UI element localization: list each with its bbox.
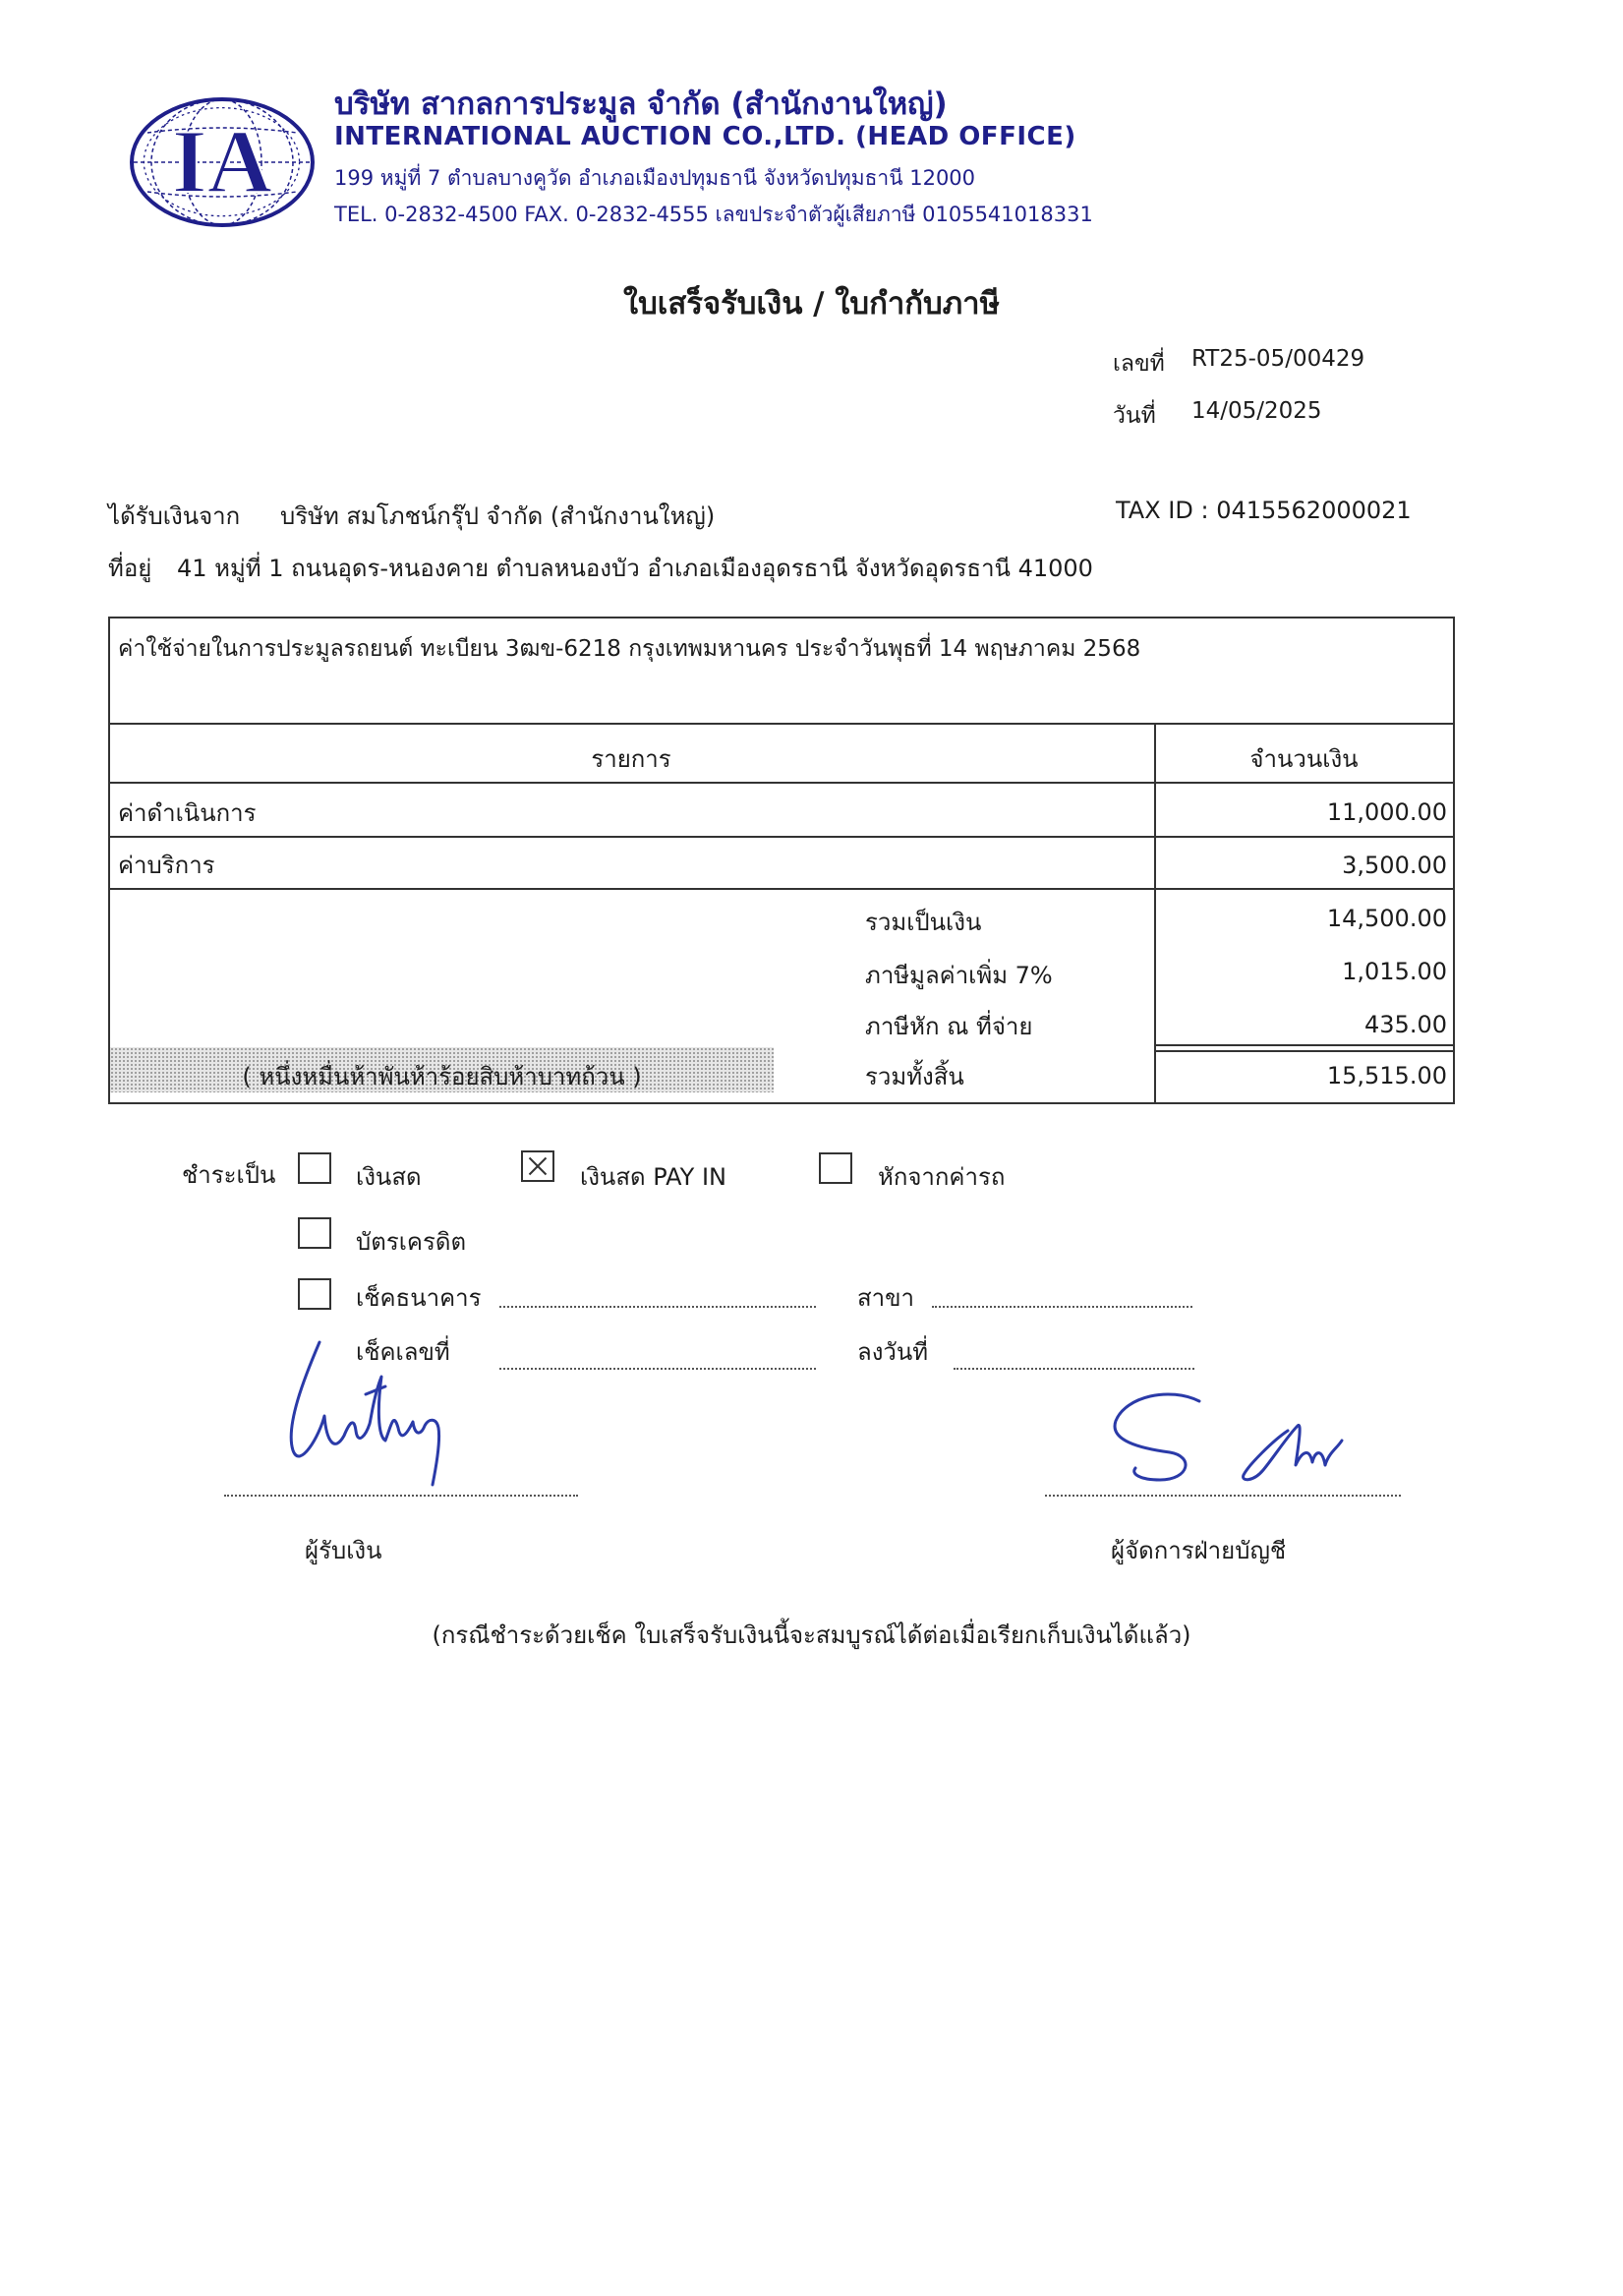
- company-contact: TEL. 0-2832-4500 FAX. 0-2832-4555 เลขประจำตัวผู้เสียภาษี 0105541018331: [334, 203, 1093, 226]
- withholding-tax-amount: 435.00: [1364, 1011, 1447, 1038]
- customer-address-label: ที่อยู่: [108, 555, 152, 582]
- cheque-number-label: เช็คเลขที่: [356, 1338, 450, 1366]
- receipt-number-label: เลขที่: [1113, 351, 1165, 377]
- receiver-signature: [275, 1337, 472, 1495]
- amount-in-words: ( หนึ่งหมื่นห้าพันห้าร้อยสิบห้าบาทถ้วน ): [242, 1063, 642, 1090]
- deduct-from-car-label: หักจากค่ารถ: [878, 1163, 1006, 1191]
- expense-description: ค่าใช้จ่ายในการประมูลรถยนต์ ทะเบียน 3ฒข-6218 กรุงเทพมหานคร ประจำวันพุธที่ 14 พฤษภาคม 2568: [118, 636, 1141, 662]
- table-row-amount: 11,000.00: [1326, 798, 1447, 826]
- table-row-amount: 3,500.00: [1342, 852, 1447, 879]
- column-header-item: รายการ: [591, 745, 671, 773]
- credit-card-label: บัตรเครดิต: [356, 1228, 467, 1256]
- table-line: [108, 836, 1455, 838]
- grand-total-amount: 15,515.00: [1326, 1062, 1447, 1089]
- subtotal-amount: 14,500.00: [1326, 905, 1447, 932]
- receiver-label: ผู้รับเงิน: [305, 1537, 382, 1564]
- cash-checkbox[interactable]: [298, 1152, 331, 1184]
- bank-cheque-checkbox[interactable]: [298, 1278, 331, 1310]
- table-line: [108, 888, 1455, 890]
- vat-label: ภาษีมูลค่าเพิ่ม 7%: [865, 962, 1053, 989]
- grand-total-label: รวมทั้งสิ้น: [865, 1063, 964, 1090]
- received-from-label: ได้รับเงินจาก: [108, 502, 241, 530]
- accounting-manager-label: ผู้จัดการฝ่ายบัญชี: [1111, 1537, 1287, 1564]
- payment-method-label: ชำระเป็น: [182, 1161, 276, 1189]
- cash-label: เงินสด: [356, 1163, 422, 1191]
- cheque-date-label: ลงวันที่: [857, 1338, 929, 1366]
- credit-card-checkbox[interactable]: [298, 1217, 331, 1249]
- table-row: ค่าบริการ: [118, 852, 215, 879]
- vat-amount: 1,015.00: [1342, 958, 1447, 985]
- customer-tax-id: TAX ID : 0415562000021: [1116, 497, 1412, 524]
- cheque-number-line: [499, 1368, 816, 1370]
- withholding-tax-label: ภาษีหัก ณ ที่จ่าย: [865, 1013, 1033, 1040]
- cash-pay-in-label: เงินสด PAY IN: [580, 1163, 727, 1191]
- deduct-from-car-checkbox[interactable]: [819, 1152, 852, 1184]
- table-column-divider: [1154, 723, 1156, 1104]
- accounting-manager-signature: [1101, 1372, 1366, 1495]
- cash-pay-in-checkbox[interactable]: [521, 1150, 554, 1182]
- receiver-signature-line: [224, 1495, 578, 1497]
- document-title: ใบเสร็จรับเงิน / ใบกำกับภาษี: [622, 286, 1001, 322]
- accounting-manager-signature-line: [1045, 1495, 1401, 1497]
- branch-label: สาขา: [857, 1284, 915, 1312]
- table-line: [108, 723, 1455, 725]
- customer-name: บริษัท สมโภชน์กรุ๊ป จำกัด (สำนักงานใหญ่): [280, 502, 716, 530]
- branch-line: [932, 1306, 1192, 1308]
- customer-address: 41 หมู่ที่ 1 ถนนอุดร-หนองคาย ตำบลหนองบัว อำเภอเมืองอุดรธานี จังหวัดอุดรธานี 41000: [177, 555, 1093, 582]
- table-line: [1155, 1050, 1455, 1052]
- svg-text:IA: IA: [171, 111, 273, 211]
- company-logo: [128, 93, 317, 231]
- receipt-date: 14/05/2025: [1191, 398, 1322, 424]
- receipt-number: RT25-05/00429: [1191, 346, 1365, 372]
- column-header-amount: จำนวนเงิน: [1249, 745, 1359, 773]
- table-line: [1155, 1044, 1455, 1046]
- company-address: 199 หมู่ที่ 7 ตำบลบางคูวัด อำเภอเมืองปทุมธานี จังหวัดปทุมธานี 12000: [334, 166, 976, 190]
- company-name-en: INTERNATIONAL AUCTION CO.,LTD. (HEAD OFFICE): [334, 122, 1076, 151]
- bank-cheque-line: [499, 1306, 816, 1308]
- subtotal-label: รวมเป็นเงิน: [865, 909, 982, 936]
- company-name-th: บริษัท สากลการประมูล จำกัด (สำนักงานใหญ่): [334, 87, 948, 122]
- receipt-date-label: วันที่: [1113, 403, 1156, 429]
- cheque-note: (กรณีชำระด้วยเช็ค ใบเสร็จรับเงินนี้จะสมบูรณ์ได้ต่อเมื่อเรียกเก็บเงินได้แล้ว): [432, 1621, 1191, 1649]
- table-line: [108, 782, 1455, 784]
- table-row: ค่าดำเนินการ: [118, 799, 257, 827]
- cheque-date-line: [954, 1368, 1194, 1370]
- bank-cheque-label: เช็คธนาคาร: [356, 1284, 482, 1312]
